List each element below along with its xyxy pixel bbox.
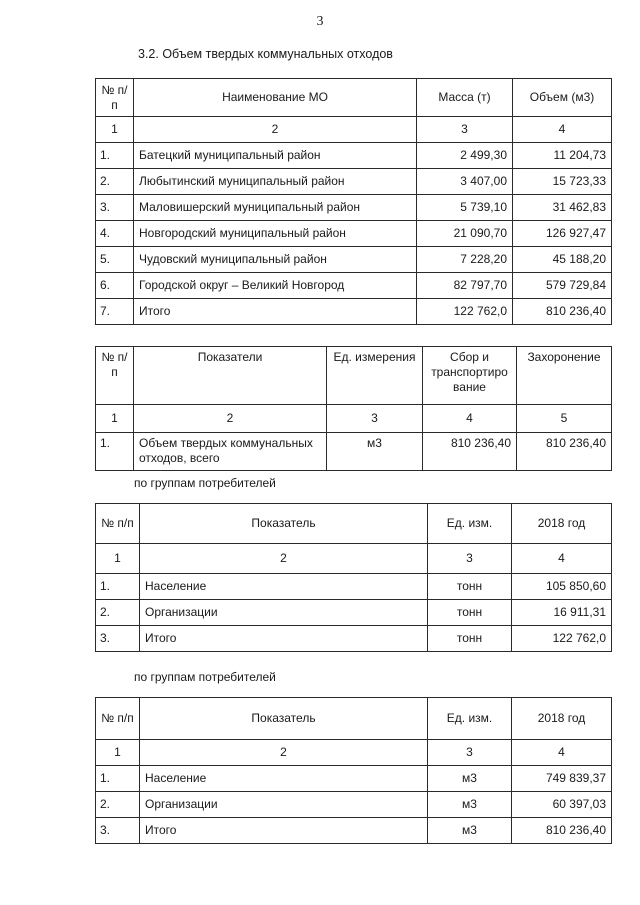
municipality-name: Городской округ – Великий Новгород bbox=[134, 273, 417, 299]
col-header-collection: Сбор и транспортиро вание bbox=[423, 347, 517, 405]
volume-value: 126 927,47 bbox=[513, 221, 612, 247]
col-number: 4 bbox=[512, 740, 612, 766]
col-header-indicator: Показатель bbox=[140, 698, 428, 740]
col-header-disposal: Захоронение bbox=[517, 347, 612, 405]
col-number: 1 bbox=[96, 544, 140, 574]
col-header-mass: Масса (т) bbox=[417, 79, 513, 117]
municipality-name: Итого bbox=[134, 299, 417, 325]
col-number: 2 bbox=[134, 405, 327, 433]
table-row bbox=[96, 143, 612, 169]
table-header-row bbox=[96, 347, 612, 405]
table-row bbox=[96, 273, 612, 299]
row-number: 5. bbox=[96, 247, 134, 273]
column-number-row bbox=[96, 544, 612, 574]
col-number: 3 bbox=[428, 740, 512, 766]
table-row bbox=[96, 600, 612, 626]
unit-value: тонн bbox=[428, 600, 512, 626]
col-header-num: № п/п bbox=[96, 347, 134, 405]
col-header-unit: Ед. изм. bbox=[428, 504, 512, 544]
column-number-row bbox=[96, 405, 612, 433]
col-header-year: 2018 год bbox=[512, 504, 612, 544]
municipality-name: Новгородский муниципальный район bbox=[134, 221, 417, 247]
table-header-row bbox=[96, 504, 612, 544]
group-name: Итого bbox=[140, 818, 428, 844]
column-number-row bbox=[96, 740, 612, 766]
note-consumer-groups: по группам потребителей bbox=[134, 476, 276, 490]
indicator-name: Объем твердых коммунальных отходов, всего bbox=[134, 433, 327, 471]
year-value: 810 236,40 bbox=[512, 818, 612, 844]
col-number: 4 bbox=[512, 544, 612, 574]
table-row-total bbox=[96, 626, 612, 652]
row-number: 3. bbox=[96, 818, 140, 844]
unit-value: м3 bbox=[428, 766, 512, 792]
table-row-total bbox=[96, 299, 612, 325]
col-number: 5 bbox=[517, 405, 612, 433]
col-header-indicators: Показатели bbox=[134, 347, 327, 405]
mass-value: 5 739,10 bbox=[417, 195, 513, 221]
table-header-row bbox=[96, 79, 612, 117]
municipality-name: Чудовский муниципальный район bbox=[134, 247, 417, 273]
col-header-num: № п/п bbox=[96, 698, 140, 740]
municipality-name: Любытинский муниципальный район bbox=[134, 169, 417, 195]
table-row-total bbox=[96, 818, 612, 844]
table-row bbox=[96, 221, 612, 247]
mass-value: 21 090,70 bbox=[417, 221, 513, 247]
col-header-year: 2018 год bbox=[512, 698, 612, 740]
table-row bbox=[96, 766, 612, 792]
col-number: 3 bbox=[428, 544, 512, 574]
row-number: 4. bbox=[96, 221, 134, 247]
section-heading: 3.2. Объем твердых коммунальных отходов bbox=[138, 47, 393, 61]
row-number: 3. bbox=[96, 195, 134, 221]
col-number: 2 bbox=[140, 544, 428, 574]
year-value: 16 911,31 bbox=[512, 600, 612, 626]
group-name: Организации bbox=[140, 600, 428, 626]
col-number: 3 bbox=[417, 117, 513, 143]
mass-value: 2 499,30 bbox=[417, 143, 513, 169]
row-number: 1. bbox=[96, 143, 134, 169]
col-header-indicator: Показатель bbox=[140, 504, 428, 544]
year-value: 122 762,0 bbox=[512, 626, 612, 652]
volume-value: 15 723,33 bbox=[513, 169, 612, 195]
group-name: Организации bbox=[140, 792, 428, 818]
mass-value: 82 797,70 bbox=[417, 273, 513, 299]
volume-value: 579 729,84 bbox=[513, 273, 612, 299]
table-row bbox=[96, 574, 612, 600]
collection-value: 810 236,40 bbox=[423, 433, 517, 471]
table-row bbox=[96, 195, 612, 221]
group-name: Население bbox=[140, 574, 428, 600]
col-number: 4 bbox=[423, 405, 517, 433]
table-row bbox=[96, 169, 612, 195]
row-number: 1. bbox=[96, 574, 140, 600]
year-value: 60 397,03 bbox=[512, 792, 612, 818]
municipality-name: Маловишерский муниципальный район bbox=[134, 195, 417, 221]
volume-value: 810 236,40 bbox=[513, 299, 612, 325]
unit-value: м3 bbox=[327, 433, 423, 471]
mass-value: 7 228,20 bbox=[417, 247, 513, 273]
row-number: 6. bbox=[96, 273, 134, 299]
municipality-name: Батецкий муниципальный район bbox=[134, 143, 417, 169]
col-number: 3 bbox=[327, 405, 423, 433]
col-number: 2 bbox=[134, 117, 417, 143]
table-waste-by-municipality bbox=[95, 78, 612, 325]
col-header-name: Наименование МО bbox=[134, 79, 417, 117]
col-number: 2 bbox=[140, 740, 428, 766]
row-number: 1. bbox=[96, 433, 134, 471]
disposal-value: 810 236,40 bbox=[517, 433, 612, 471]
col-number: 1 bbox=[96, 740, 140, 766]
unit-value: тонн bbox=[428, 626, 512, 652]
col-header-unit: Ед. изм. bbox=[428, 698, 512, 740]
row-number: 2. bbox=[96, 169, 134, 195]
col-number: 4 bbox=[513, 117, 612, 143]
row-number: 2. bbox=[96, 792, 140, 818]
table-row bbox=[96, 247, 612, 273]
group-name: Население bbox=[140, 766, 428, 792]
volume-value: 31 462,83 bbox=[513, 195, 612, 221]
unit-value: м3 bbox=[428, 792, 512, 818]
note-consumer-groups: по группам потребителей bbox=[134, 670, 276, 684]
col-header-unit: Ед. измерения bbox=[327, 347, 423, 405]
table-volume-by-consumer-group bbox=[95, 697, 612, 844]
table-waste-indicators bbox=[95, 346, 612, 471]
col-number: 1 bbox=[96, 405, 134, 433]
row-number: 2. bbox=[96, 600, 140, 626]
row-number: 3. bbox=[96, 626, 140, 652]
volume-value: 11 204,73 bbox=[513, 143, 612, 169]
table-header-row bbox=[96, 698, 612, 740]
column-number-row bbox=[96, 117, 612, 143]
mass-value: 122 762,0 bbox=[417, 299, 513, 325]
col-header-num: № п/п bbox=[96, 504, 140, 544]
table-row bbox=[96, 433, 612, 471]
group-name: Итого bbox=[140, 626, 428, 652]
row-number: 1. bbox=[96, 766, 140, 792]
unit-value: тонн bbox=[428, 574, 512, 600]
table-row bbox=[96, 792, 612, 818]
col-header-volume: Объем (м3) bbox=[513, 79, 612, 117]
col-number: 1 bbox=[96, 117, 134, 143]
unit-value: м3 bbox=[428, 818, 512, 844]
volume-value: 45 188,20 bbox=[513, 247, 612, 273]
row-number: 7. bbox=[96, 299, 134, 325]
col-header-num: № п/п bbox=[96, 79, 134, 117]
table-mass-by-consumer-group bbox=[95, 503, 612, 652]
mass-value: 3 407,00 bbox=[417, 169, 513, 195]
year-value: 105 850,60 bbox=[512, 574, 612, 600]
year-value: 749 839,37 bbox=[512, 766, 612, 792]
page-number: 3 bbox=[316, 14, 324, 29]
